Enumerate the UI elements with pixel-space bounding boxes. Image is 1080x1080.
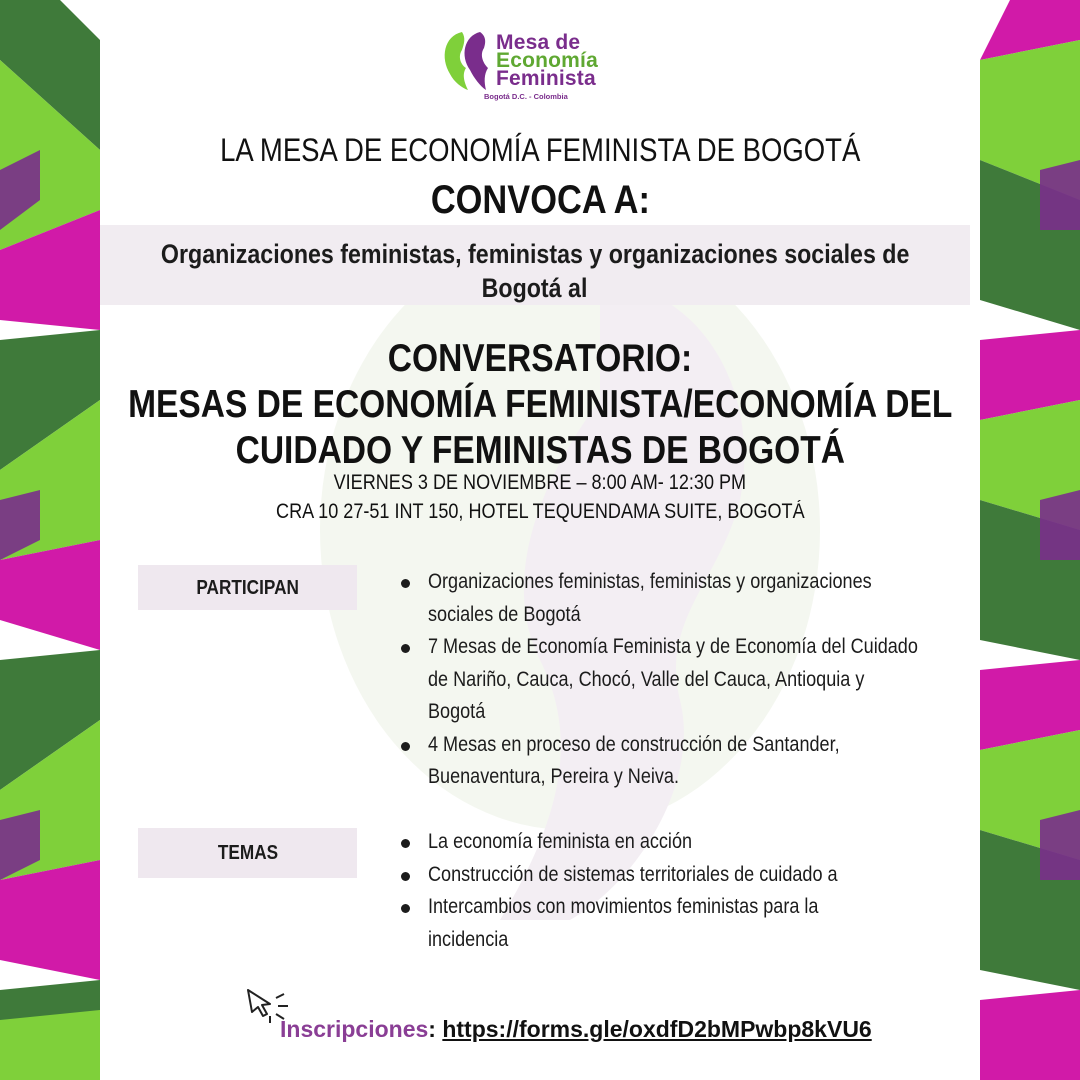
logo-title-line3: Feminista: [496, 67, 596, 90]
event-title-line3: CUIDADO Y FEMINISTAS DE BOGOTÁ: [235, 429, 845, 472]
event-title-line2: MESAS DE ECONOMÍA FEMINISTA/ECONOMÍA DEL: [127, 383, 953, 426]
logo-subtitle: Bogotá D.C. - Colombia: [484, 92, 568, 101]
temas-list: [398, 826, 918, 956]
temas-item-3-l2: incidencia: [428, 927, 509, 951]
participan-list: [398, 566, 958, 794]
temas-item-2: Construcción de sistemas territoriales de cuidado a: [428, 862, 838, 886]
list-item: [398, 859, 918, 892]
header-convoca: CONVOCA A:: [430, 178, 650, 222]
logo-title-line2: Economía: [496, 49, 598, 72]
participan-item-1-l1: Organizaciones feministas, feministas y organizaciones: [428, 570, 872, 593]
event-date: VIERNES 3 DE NOVIEMBRE – 8:00 AM- 12:30 PM: [333, 471, 747, 494]
women-profiles-logo-icon: [440, 28, 496, 92]
participan-item-2-l3: Bogotá: [428, 700, 486, 723]
event-info: [0, 468, 1080, 526]
invite-line2: Bogotá al: [482, 273, 588, 303]
event-address: CRA 10 27-51 INT 150, HOTEL TEQUENDAMA SUITE, BOGOTÁ: [275, 500, 805, 523]
participan-label: [138, 565, 357, 610]
participan-item-1-l2: sociales de Bogotá: [428, 602, 581, 626]
organization-logo: [440, 28, 640, 106]
list-item: [398, 891, 918, 956]
temas-item-3-l1: Intercambios con movimientos feministas para la: [428, 895, 819, 918]
invite-line1: Organizaciones feministas, feministas y organizaciones sociales de: [160, 239, 910, 269]
header-line1-wrapper: [0, 130, 1080, 170]
participan-item-3-l2: Buenaventura, Pereira y Neiva.: [428, 765, 679, 788]
header-line2-wrapper: [0, 176, 1080, 224]
participan-label-text: PARTICIPAN: [196, 577, 299, 599]
participan-item-2-l1: 7 Mesas de Economía Feminista y de Economía del Cuidado: [428, 635, 918, 658]
participan-item-3-l1: 4 Mesas en proceso de construcción de Santander,: [428, 732, 840, 756]
inscripciones-separator: :: [428, 1016, 436, 1042]
list-item: [398, 566, 958, 631]
event-title-line1: CONVERSATORIO:: [387, 337, 693, 380]
logo-title-line1: Mesa de: [496, 31, 581, 54]
list-item: [398, 631, 958, 729]
inscripciones-link[interactable]: https://forms.gle/oxdfD2bMPwbp8kVU6: [442, 1016, 872, 1042]
event-title: [0, 336, 1080, 474]
participan-item-2-l2: de Nariño, Cauca, Chocó, Valle del Cauca, Antioquia y: [428, 667, 865, 691]
list-item: [398, 826, 918, 859]
invite-text: [100, 225, 970, 305]
temas-label: [138, 828, 357, 878]
invite-box: [100, 225, 970, 305]
list-item: [398, 729, 958, 794]
header-line1: LA MESA DE ECONOMÍA FEMINISTA DE BOGOTÁ: [219, 132, 861, 168]
inscripciones: [280, 1016, 872, 1043]
temas-label-text: TEMAS: [217, 842, 278, 864]
temas-item-1: La economía feminista en acción: [428, 830, 693, 853]
inscripciones-label: Inscripciones: [280, 1016, 429, 1042]
